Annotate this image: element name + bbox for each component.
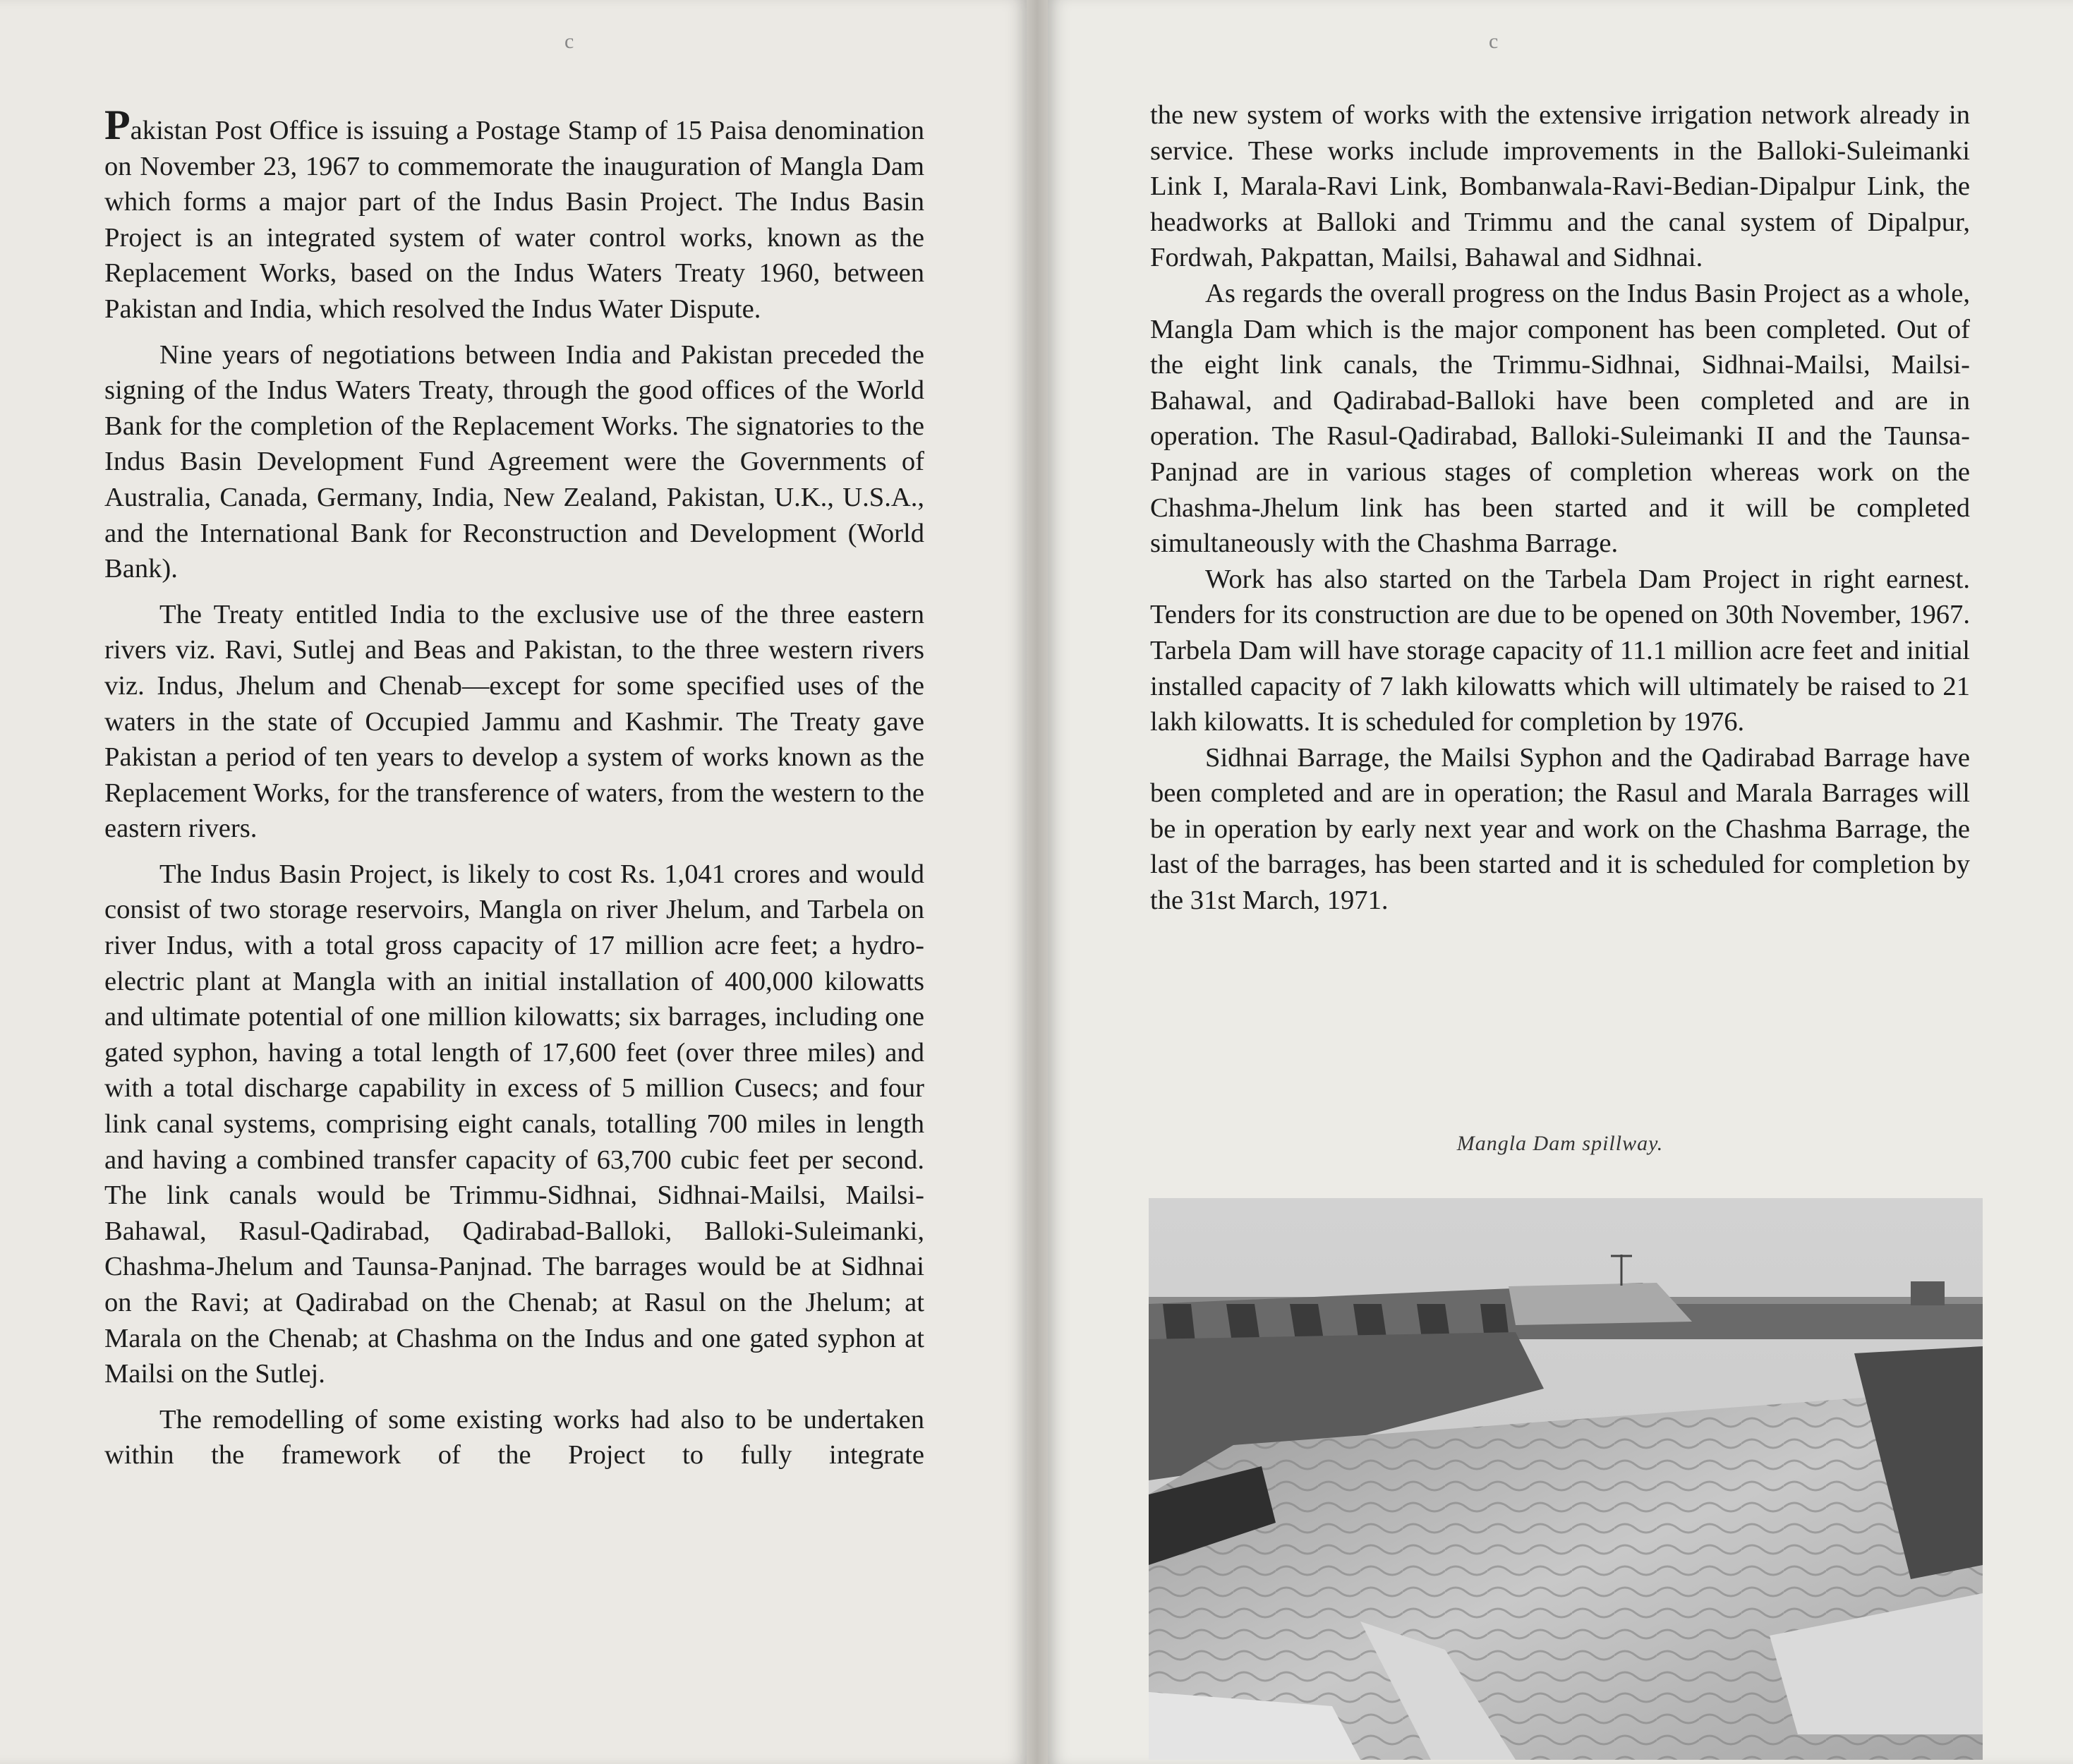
paragraph: Work has also started on the Tarbela Dam Project in right earnest. Tenders for its construction are due to be opened on 30th November, 1967. Tarbela Dam will have storage capacity of 11.1 million acre feet and initial installed capacity of 7 lakh kilowatts which will ultimately be raised to 21 lakh kilowatts. It is scheduled for completion by 1976. [1150,564,1970,737]
paragraph: Nine years of negotiations between India and Pakistan preceded the signing of the Indus Waters Treaty, through the good offices of the World Bank for the completion of the Replacement Works. The signatories to the Indus Basin Development Fund Agreement were the Governments of Australia, Canada, Germany, India, New Zealand, Pakistan, U.K., U.S.A., and the International Bank for Reconstruction and Development (World Bank). [104,339,924,584]
paragraph: Sidhnai Barrage, the Mailsi Syphon and the Qadirabad Barrage have been completed and are in operation; the Rasul and Marala Barrages will be in operation by early next year and work on the Chashma Barrage, the last of the barrages, has been started and it is scheduled for completion by the 31st March, 1971. [1150,742,1970,916]
photo-caption: Mangla Dam spillway. [1456,1132,1664,1155]
paragraph: The Treaty entitled India to the exclusive use of the three eastern rivers viz. Ravi, Sutlej and Beas and Pakistan, to the three western rivers viz. Indus, Jhelum and Chenab—except for some specified uses of the waters in the state of Occupied Jammu and Kashmir. The Treaty gave Pakistan a period of ten years to develop a system of works known as the Replacement Works, for the transference of waters, from the western to the eastern rivers. [104,599,924,844]
paragraph: As regards the overall progress on the Indus Basin Project as a whole, Mangla Dam which is the major component has been completed. Out of the eight link canals, the Trimmu-Sidhnai, Sidhnai-Mailsi, Mailsi-Bahawal, and Qadirabad-Balloki have been completed and are in operation. The Rasul-Qadirabad, Balloki-Suleimanki II and the Taunsa-Panjnad are in various stages of completion whereas work on the Chashma-Jhelum link has been started and it will be completed simultaneously with the Chashma Barrage. [1150,278,1970,559]
page-mark: c [1489,30,1499,53]
paragraph [104,102,924,327]
left-text-column [104,102,924,1473]
paragraph: The remodelling of some existing works had also to be undertaken within the framework of the Project to fully integrate [104,1404,924,1470]
spillway-photo-illustration [1149,1198,1983,1760]
spillway-photo [1149,1198,1983,1760]
paragraph: the new system of works with the extensive irrigation network already in service. These works include improvements in the Balloki-Suleimanki Link I, Marala-Ravi Link, Bombanwala-Ravi-Bedian-Dipalpur Link, the headworks at Balloki and Trimmu and the canal system of Dipalpur, Fordwah, Pakpattan, Mailsi, Bahawal and Sidhnai. [1150,100,1970,273]
right-text-column [1150,97,1970,919]
paragraph-text: akistan Post Office is issuing a Postage Stamp of 15 Paisa denomination on November 23, 1967 to commemorate the inauguration of Mangla Dam which forms a major part of the Indus Basin Project. The Indus Basin Project is an integrated system of water control works, known as the Replacement Works, based on the Indus Waters Treaty 1960, between Pakistan and India, which resolved the Indus Water Dispute. [104,116,924,324]
page-mark: c [564,30,574,53]
drop-cap: P [104,102,131,148]
paragraph: The Indus Basin Project, is likely to cost Rs. 1,041 crores and would consist of two storage reservoirs, Mangla on river Jhelum, and Tarbela on river Indus, with a total gross capacity of 17 million acre feet; a hydro-electric plant at Mangla with an initial installation of 400,000 kilowatts and ultimate potential of one million kilowatts; six barrages, including one gated syphon, having a total length of 17,600 feet (over three miles) and with a total discharge capability in excess of 5 million Cusecs; and four link canal systems, comprising eight canals, totalling 700 miles in length and having a combined transfer capacity of 63,700 cubic feet per second. The link canals would be Trimmu-Sidhnai, Sidhnai-Mailsi, Mailsi-Bahawal, Rasul-Qadirabad, Qadirabad-Balloki, Balloki-Suleimanki, Chashma-Jhelum and Taunsa-Panjnad. The barrages would be at Sidhnai on the Ravi; at Qadirabad on the Chenab; at Rasul on the Jhelum; at Marala on the Chenab; at Chashma on the Indus and one gated syphon at Mailsi on the Sutlej. [104,859,924,1389]
book-gutter [1027,0,1048,1764]
